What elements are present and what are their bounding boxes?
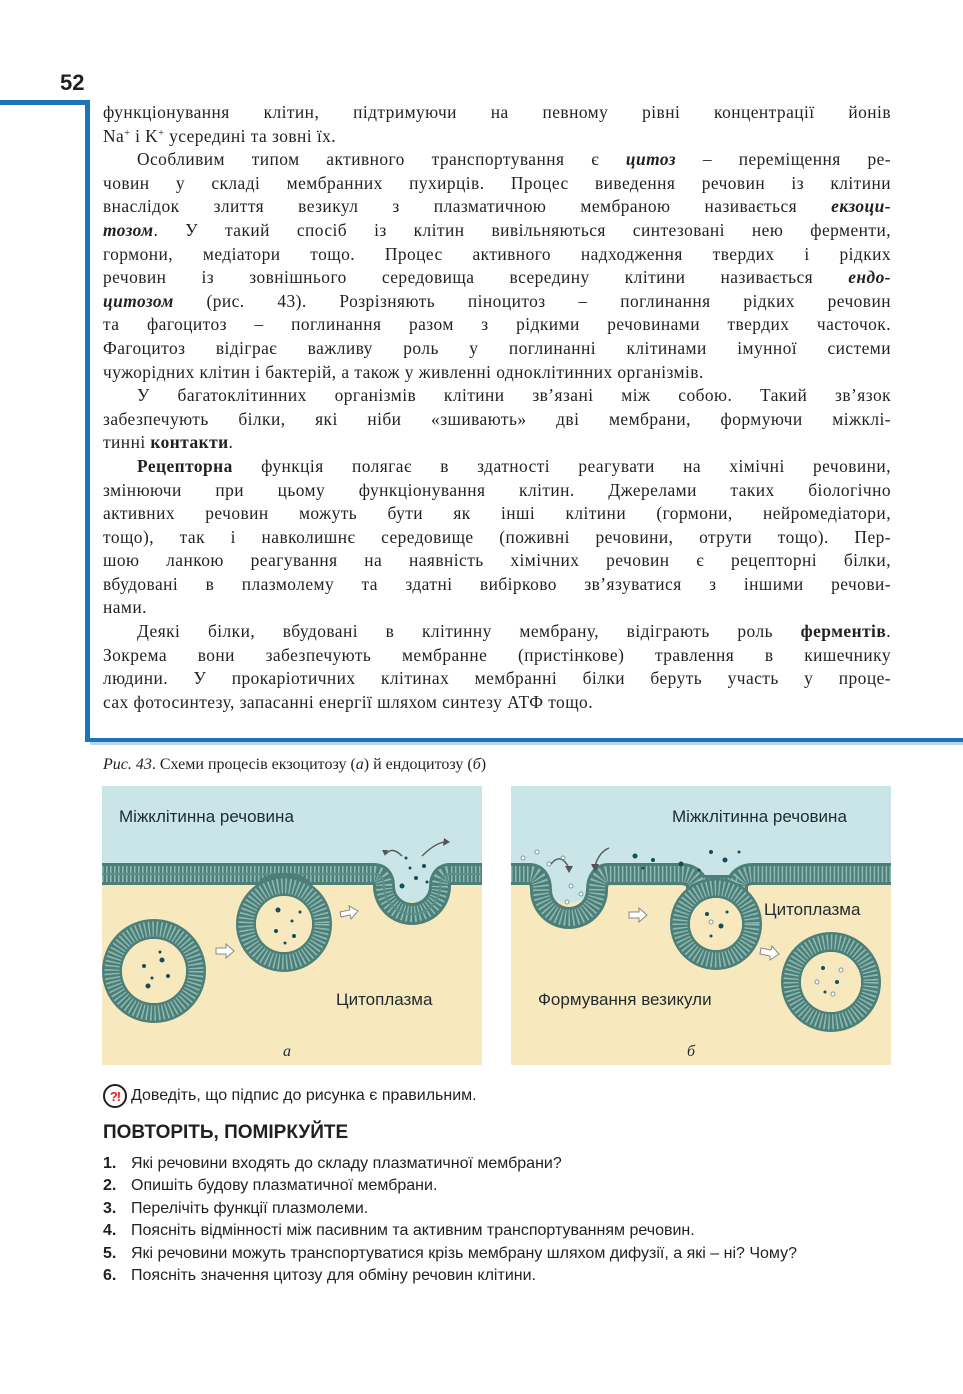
figure-panel-exocytosis <box>102 786 482 1065</box>
list-item: 2. Опишіть будову плазматичної мембрани. <box>103 1177 438 1195</box>
panel-letter-b: б <box>687 1043 696 1060</box>
cytoplasm-label: Цитоплазма <box>764 900 861 919</box>
endocytosis-diagram <box>511 786 891 1065</box>
text-line: Na+ і K+ усередині та зовні їх. <box>103 125 337 146</box>
term-endocytosis: ендо- <box>848 267 891 288</box>
list-item: 1. Які речовини входять до складу плазматичної мембрани? <box>103 1155 562 1172</box>
text-line: та фагоцитоз – поглинання разом з рідкими речовинами твердих часточок. <box>103 314 891 335</box>
exocytosis-diagram <box>102 786 482 1065</box>
bottom-accent-rule-light <box>90 742 963 745</box>
text-line: змінюючи при цьому функціонування клітин. Джерелами таких біологічно <box>103 479 891 500</box>
text-line: тинні контакти. <box>103 432 234 453</box>
text-line: шою ланкою реагування на наявність хімічних речовин є рецепторні білки, <box>103 550 891 571</box>
page-number: 52 <box>60 70 85 95</box>
list-item: 5. Які речовини можуть транспортуватися крізь мембрану шляхом дифузії, а які – ні? Чому? <box>103 1244 797 1262</box>
text-line: чужорідних клітин і бактерій, а також у живленні одноклітинних організмів. <box>103 361 704 382</box>
review-question-list <box>103 1153 797 1287</box>
prompt-text: Доведіть, що підпис до рисунка є правильним. <box>131 1087 477 1104</box>
text-line: човин у складі мембранних пухирців. Процес виведення речовин із клітини <box>103 172 891 193</box>
term-exocytosis: екзоци- <box>831 196 891 217</box>
list-item: 3. Перелічіть функції плазмолеми. <box>103 1199 369 1217</box>
review-section-title: ПОВТОРІТЬ, ПОМІРКУЙТЕ <box>103 1122 349 1143</box>
list-item: 6. Поясніть значення цитозу для обміну речовин клітини. <box>103 1267 536 1285</box>
text-line: Рецепторна функція полягає в здатності реагувати на хімічні речовини, <box>137 455 891 476</box>
figure-panel-endocytosis <box>511 786 891 1065</box>
body-text <box>103 101 891 714</box>
side-accent-rule <box>85 100 90 742</box>
text-line: Особливим типом активного транспортування є цитоз – переміщення ре- <box>137 149 891 170</box>
text-line: вбудовані в плазмолему та здатні вибірково зв’язуватися з іншими речови- <box>103 573 891 594</box>
text-line: цитозом (рис. 43). Розрізняють піноцитоз – поглинання рідких речовин <box>103 290 891 311</box>
figure-caption: Рис. 43. Схеми процесів екзоцитозу (а) й ендоцитозу (б) <box>103 756 487 773</box>
panel-letter-a: а <box>283 1043 291 1060</box>
text-line: нами. <box>103 597 147 618</box>
text-line: сах фотосинтезу, запасанні енергії шляхом синтезу АТФ тощо. <box>103 691 593 712</box>
extracellular-label: Міжклітинна речовина <box>119 807 294 826</box>
term-exocytosis-cont: тозом <box>103 219 154 240</box>
term-receptor: Рецепторна <box>137 455 233 476</box>
question-exclamation-icon: ?! <box>103 1084 127 1108</box>
term-enzymes: ферментів <box>800 621 887 642</box>
list-item: 4. Поясніть відмінності між пасивним та активним транспортуванням речовин. <box>103 1222 695 1240</box>
text-line: Зокрема вони забезпечують мембранне (пристінкове) травлення в кишечнику <box>103 644 891 665</box>
cytoplasm-label: Цитоплазма <box>336 990 433 1009</box>
text-line: Деякі білки, вбудовані в клітинну мембрану, відіграють роль ферментів. <box>137 621 891 642</box>
text-line: людини. У прокаріотичних клітинах мембранні білки беруть участь у проце- <box>103 668 891 689</box>
text-line: тощо), так і навколишнє середовище (поживні речовини, отрути тощо). Пер- <box>103 526 891 547</box>
text-line: речовин із зовнішнього середовища всередину клітини називається ендо- <box>103 267 891 288</box>
text-line: У багатоклітинних організмів клітини зв’язані між собою. Такий зв’язок <box>137 385 891 406</box>
term-contacts: контакти <box>150 432 229 453</box>
term-endocytosis-cont: цитозом <box>103 290 174 311</box>
vesicle-formation-label: Формування везикули <box>538 990 712 1009</box>
text-line: гормони, медіатори тощо. Процес активного надходження твердих і рідких <box>103 243 891 264</box>
top-accent-rule <box>0 100 90 105</box>
text-line: активних речовин можуть бути як інші клітини (гормони, нейромедіатори, <box>103 503 891 524</box>
prove-caption-prompt <box>103 1084 477 1108</box>
text-line: функціонування клітин, підтримуючи на певному рівні концентрації йонів <box>103 102 891 122</box>
term-cytosis: цитоз <box>625 149 677 170</box>
extracellular-label: Міжклітинна речовина <box>672 807 847 826</box>
text-line: забезпечують білки, які ніби «зшивають» дві мембрани, формуючи міжклі- <box>103 408 891 429</box>
text-line: внаслідок злиття везикул з плазматичною мембраною називається екзоци- <box>103 196 891 217</box>
text-line: Фагоцитоз відіграє важливу роль у поглинанні клітинами імунної системи <box>103 337 891 358</box>
text-line: тозом. У такий спосіб із клітин вивільняються синтезовані нею ферменти, <box>103 219 891 240</box>
